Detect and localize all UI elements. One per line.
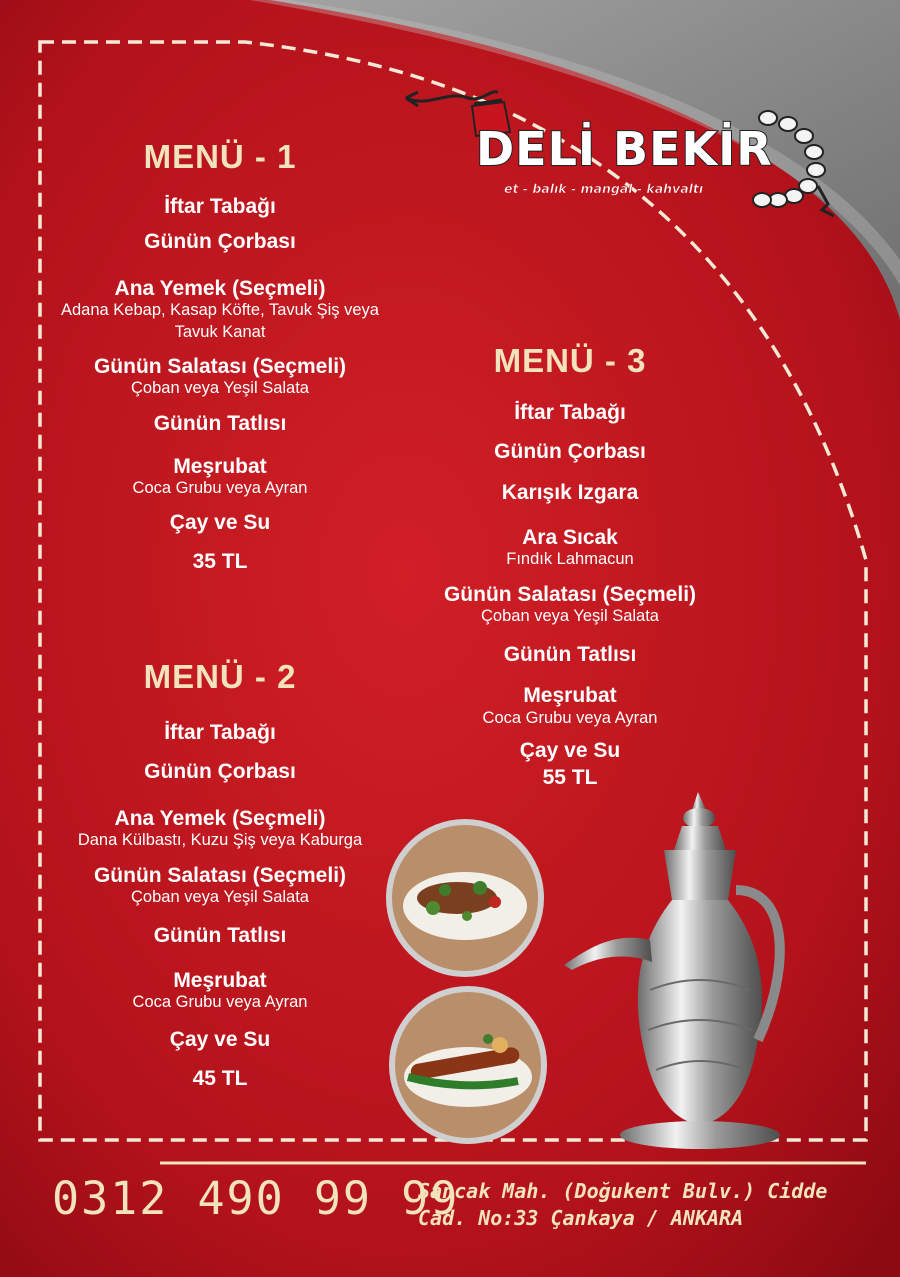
menu-item: Günün Çorbası: [144, 760, 296, 784]
menu-price: 35 TL: [192, 550, 248, 574]
menu-title: MENÜ - 2: [143, 658, 297, 695]
menu-item-desc: Coca Grubu veya Ayran: [132, 993, 308, 1012]
menu-item-desc: Çoban veya Yeşil Salata: [131, 887, 309, 906]
menu-item: Çay ve Su: [169, 511, 271, 535]
menu-item: Meşrubat: [173, 969, 267, 993]
logo: [398, 70, 838, 230]
menu-item-desc: Coca Grubu veya Ayran: [482, 708, 658, 727]
coffee-pot-image: [560, 790, 820, 1160]
menu-item-desc: Dana Külbastı, Kuzu Şiş veya Kaburga: [77, 831, 363, 850]
menu-item: Çay ve Su: [169, 1027, 271, 1051]
menu-item: Günün Çorbası: [144, 230, 296, 254]
brand-name: DELİ BEKİR: [476, 122, 773, 176]
menu-item: Günün Salatası (Seçmeli): [93, 355, 347, 379]
menu-item: İftar Tabağı: [164, 195, 276, 218]
kebab-plate-image: [388, 985, 548, 1145]
menu-title: MENÜ - 3: [493, 342, 647, 379]
brand-tagline: et - balık - mangal - kahvaltı: [504, 181, 704, 196]
menu-price: 45 TL: [192, 1066, 248, 1090]
menu-item-desc: Fındık Lahmacun: [506, 550, 634, 569]
menu-item: Ara Sıcak: [522, 526, 618, 550]
menu-item: Günün Salatası (Seçmeli): [93, 863, 347, 887]
menu-2: [40, 660, 400, 1091]
menu-item: Günün Çorbası: [494, 440, 646, 464]
menu-item: Karışık Izgara: [501, 481, 639, 505]
menu-item: Günün Tatlısı: [503, 643, 637, 667]
address-line-1: Sancak Mah. (Doğukent Bulv.) Cidde: [418, 1179, 828, 1203]
menu-item: Ana Yemek (Seçmeli): [114, 277, 326, 301]
menu-item: Günün Tatlısı: [153, 411, 287, 435]
menu-item: Günün Tatlısı: [153, 924, 287, 948]
phone-number: 0312 490 99 99: [52, 1172, 460, 1225]
menu-item-desc: Coca Grubu veya Ayran: [132, 478, 308, 497]
menu-3: [400, 344, 740, 790]
menu-item: İftar Tabağı: [164, 721, 276, 744]
menu-item-desc: Çoban veya Yeşil Salata: [131, 379, 309, 398]
food-plate-image: [385, 818, 545, 978]
address: [418, 1178, 827, 1232]
menu-item-desc: Adana Kebap, Kasap Köfte, Tavuk Şiş veya Tavuk Kanat: [61, 301, 379, 341]
menu-item: Çay ve Su: [519, 738, 621, 762]
menu-price: 55 TL: [542, 766, 598, 790]
menu-item: Meşrubat: [523, 684, 617, 708]
address-line-2: Cad. No:33 Çankaya / ANKARA: [418, 1206, 744, 1230]
menu-item: Meşrubat: [173, 454, 267, 478]
menu-item: Ana Yemek (Seçmeli): [114, 807, 326, 831]
menu-item: İftar Tabağı: [514, 401, 626, 424]
menu-item: Günün Salatası (Seçmeli): [443, 582, 697, 606]
menu-title: MENÜ - 1: [143, 138, 297, 175]
menu-item-desc: Çoban veya Yeşil Salata: [481, 606, 659, 625]
menu-1: [40, 140, 400, 574]
